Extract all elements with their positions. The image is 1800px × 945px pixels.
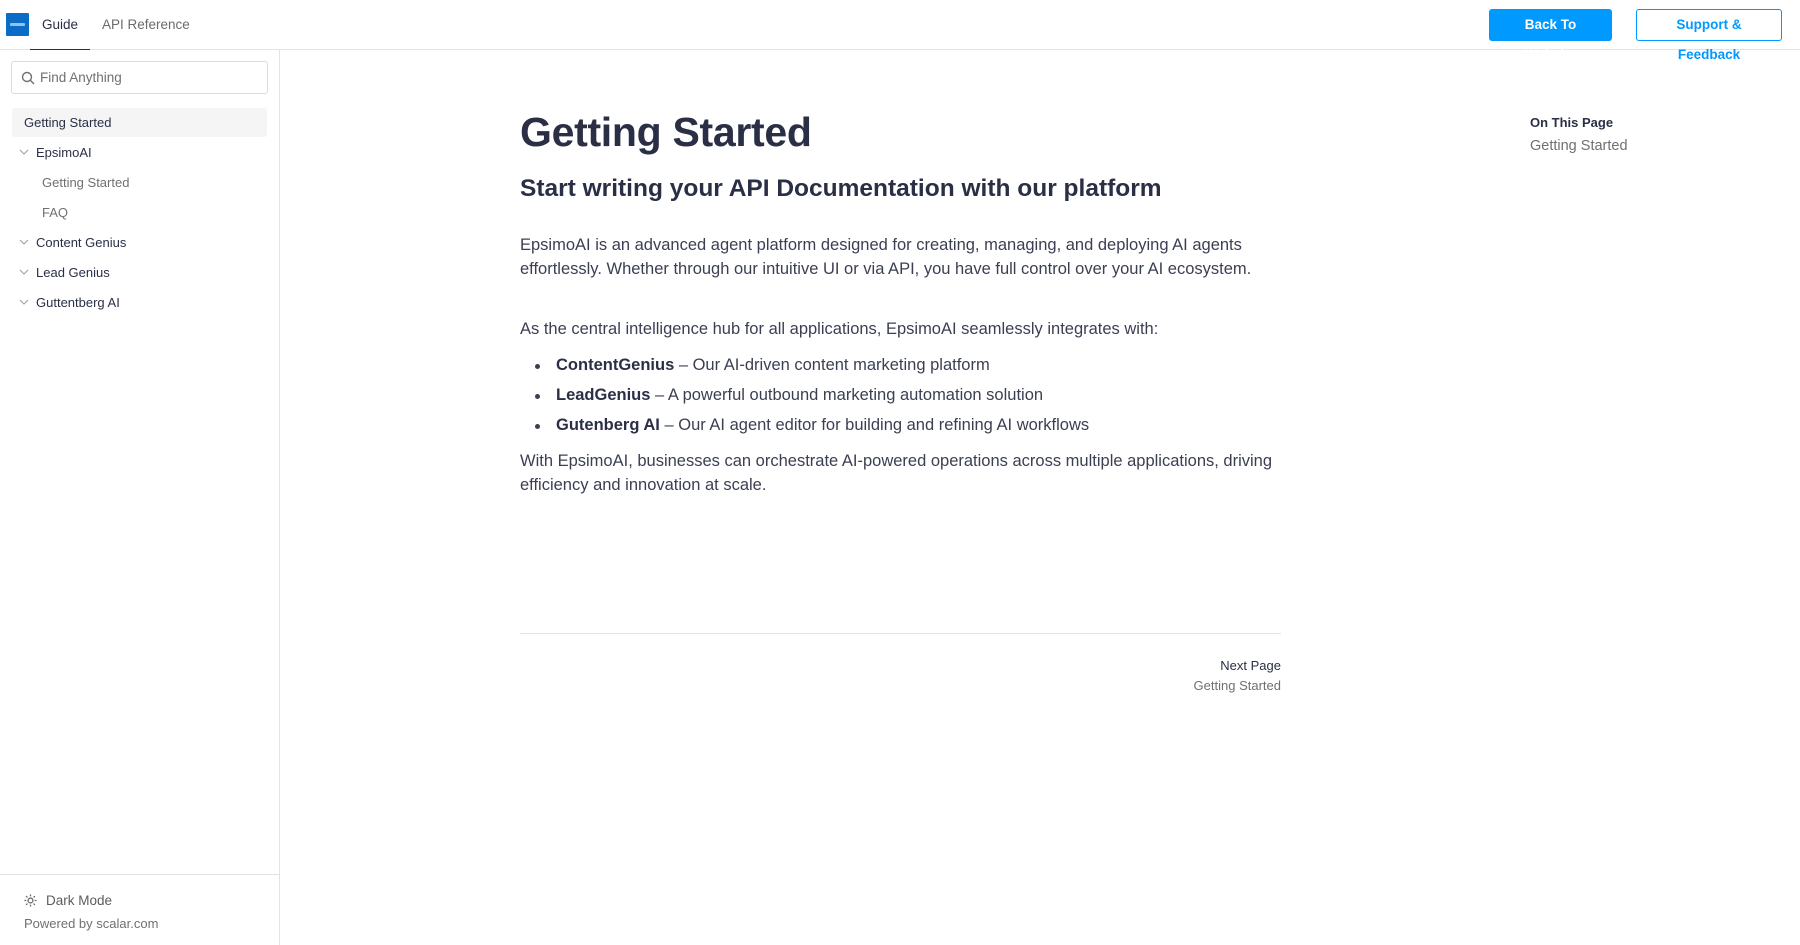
sidebar-group-lead-genius[interactable] bbox=[12, 258, 267, 287]
sidebar-item-epsimoai-getting-started[interactable] bbox=[12, 168, 267, 197]
chevron-down-icon[interactable] bbox=[19, 238, 29, 246]
integration-name: Gutenberg AI bbox=[556, 416, 660, 434]
sidebar-group-content-genius[interactable] bbox=[12, 228, 267, 257]
chevron-down-icon[interactable] bbox=[19, 298, 29, 306]
dark-mode-label: Dark Mode bbox=[46, 893, 113, 908]
sidebar bbox=[0, 50, 280, 945]
sidebar-item-label: Guttentberg AI bbox=[36, 295, 120, 310]
integration-description: – A powerful outbound marketing automation solution bbox=[650, 386, 1044, 404]
list-item bbox=[520, 353, 1281, 383]
sidebar-group-guttentberg-ai[interactable] bbox=[12, 288, 267, 317]
integrations-intro: As the central intelligence hub for all applications, EpsimoAI seamlessly integrates with: bbox=[520, 320, 1159, 338]
search-icon bbox=[21, 71, 35, 85]
integrations-list bbox=[520, 353, 1281, 443]
next-page-link[interactable] bbox=[1194, 657, 1281, 697]
sidebar-item-label: Getting Started bbox=[42, 175, 130, 190]
logo-mark bbox=[10, 23, 25, 26]
sidebar-item-label: EpsimoAI bbox=[36, 145, 92, 160]
tab-api-reference[interactable]: API Reference bbox=[102, 17, 190, 32]
integration-description: – Our AI agent editor for building and refining AI workflows bbox=[659, 416, 1090, 434]
sidebar-item-faq[interactable] bbox=[12, 198, 267, 227]
next-page-label: Next Page bbox=[1220, 658, 1281, 673]
list-item bbox=[520, 413, 1281, 443]
content-divider bbox=[520, 633, 1281, 634]
chevron-down-icon[interactable] bbox=[19, 148, 29, 156]
top-header bbox=[0, 0, 1800, 62]
dark-mode-toggle[interactable] bbox=[24, 893, 112, 908]
integration-name: LeadGenius bbox=[556, 386, 651, 404]
search-placeholder: Find Anything bbox=[40, 70, 122, 85]
next-page-title: Getting Started bbox=[1193, 678, 1281, 693]
list-item bbox=[520, 383, 1281, 413]
sidebar-item-label: Getting Started bbox=[24, 115, 112, 130]
sidebar-item-label: FAQ bbox=[42, 205, 69, 220]
page-title: Getting Started bbox=[520, 109, 812, 155]
back-to-website-button[interactable]: Back To Website bbox=[1489, 9, 1612, 41]
toc-heading: On This Page bbox=[1530, 115, 1614, 130]
chevron-down-icon[interactable] bbox=[19, 268, 29, 276]
page-subtitle: Start writing your API Documentation with our platform bbox=[520, 175, 1162, 202]
closing-paragraph: With EpsimoAI, businesses can orchestrate AI-powered operations across multiple applications, driving efficiency and innovation at scale. bbox=[520, 452, 1273, 494]
logo[interactable] bbox=[6, 13, 29, 36]
sidebar-group-epsimoai[interactable] bbox=[12, 138, 267, 167]
search-input[interactable] bbox=[11, 61, 268, 94]
sidebar-item-getting-started[interactable] bbox=[12, 108, 267, 137]
integration-name: ContentGenius bbox=[556, 356, 675, 374]
intro-paragraph: EpsimoAI is an advanced agent platform designed for creating, managing, and deploying AI agents effortlessly. Whether through our intuitive UI or via API, you have full control over your AI ecosystem. bbox=[520, 236, 1252, 278]
toc-item-getting-started[interactable]: Getting Started bbox=[1530, 138, 1628, 154]
support-feedback-button[interactable]: Support & Feedback bbox=[1636, 9, 1782, 41]
sun-icon bbox=[24, 894, 37, 907]
sidebar-item-label: Content Genius bbox=[36, 235, 127, 250]
on-this-page bbox=[1530, 114, 1628, 160]
tab-guide[interactable]: Guide bbox=[42, 0, 78, 50]
powered-by-link[interactable]: Powered by scalar.com bbox=[24, 916, 159, 931]
sidebar-footer bbox=[0, 874, 279, 945]
integration-description: – Our AI-driven content marketing platform bbox=[674, 356, 990, 374]
sidebar-item-label: Lead Genius bbox=[36, 265, 110, 280]
